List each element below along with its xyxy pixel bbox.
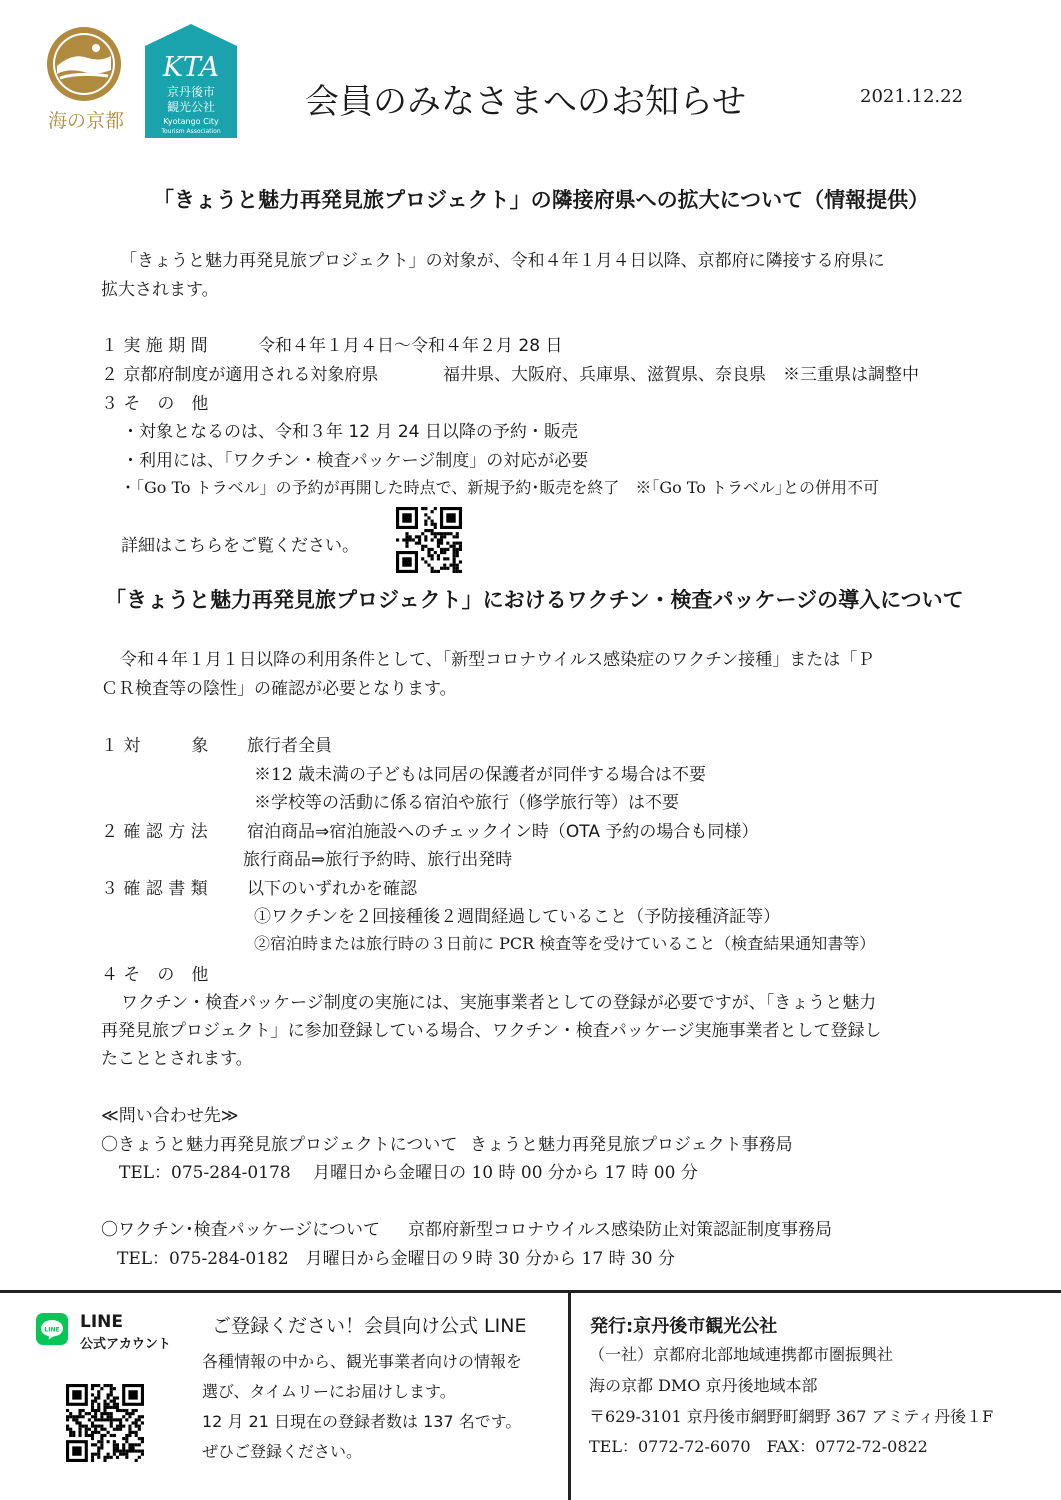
issuer-heading: 発行:京丹後市観光公社 [590, 1316, 778, 1337]
section2-item4-label: ４ そ の 他 [101, 965, 209, 985]
section1-bullet1: ・対象となるのは、令和３年 12 月 24 日以降の予約・販売 [122, 422, 578, 442]
section2-item4-line2: 再発見旅プロジェクト」に参加登録している場合、ワクチン・検査パッケージ実施事業者として登録し [101, 1021, 882, 1041]
section1-bullet2: ・利用には、「ワクチン・検査パッケージ制度」の対応が必要 [122, 451, 589, 471]
section2-item3-label: ３ 確 認 書 類 [101, 879, 208, 899]
section1-item3-label: ３ そ の 他 [101, 394, 209, 414]
section2-item2-value2: 旅行商品⇒旅行予約時、旅行出発時 [243, 850, 513, 870]
logo-kta-letters: KTA [162, 52, 220, 83]
line-text-1: 各種情報の中から、観光事業者向けの情報を [202, 1352, 523, 1371]
section2-item3-option2: ②宿泊時または旅行時の３日前に PCR 検査等を受けていること（検査結果通知書等） [254, 934, 876, 953]
section2-item4-line1: ワクチン・検査パッケージ制度の実施には、実施事業者としての登録が必要ですが、「きょうと魅力 [121, 993, 877, 1013]
section1-bullet3: ・「Go To トラベル」の予約が再開した時点で、新規予約･販売を終了 ※｢Go To トラベル｣との併用不可 [120, 478, 879, 497]
contact2-office: 京都府新型コロナウイルス感染防止対策認証制度事務局 [408, 1220, 832, 1240]
issuer-line-3: 〒629-3101 京丹後市網野町網野 367 アミティ丹後１F [589, 1407, 994, 1426]
contact1-tel: TEL：075-284-0178 月曜日から金曜日の 10 時 00 分から 17 時 00 分 [119, 1163, 698, 1183]
issuer-line-4: TEL：0772-72-6070 FAX：0772-72-0822 [589, 1437, 928, 1456]
section1-intro-line1: 「きょうと魅力再発見旅プロジェクト」の対象が、令和４年１月４日以降、京都府に隣接する府県に [120, 251, 885, 271]
section1-item1-label: １ 実 施 期 間 [101, 336, 208, 356]
issuer-line-2: 海の京都 DMO 京丹後地域本部 [589, 1376, 818, 1395]
section2-intro-line1: 令和４年１月１日以降の利用条件として、「新型コロナウイルス感染症のワクチン接種」または「Ｐ [120, 650, 875, 670]
contact1-office: きょうと魅力再発見旅プロジェクト事務局 [470, 1135, 793, 1155]
issuer-line-1: （一社）京都府北部地域連携都市圏振興社 [589, 1345, 894, 1364]
section2-heading: 「きょうと魅力再発見旅プロジェクト」におけるワクチン・検査パッケージの導入について [105, 588, 964, 612]
contact2-title: 〇ワクチン･検査パッケージについて [101, 1220, 380, 1240]
section1-heading: 「きょうと魅力再発見旅プロジェクト」の隣接府県への拡大について（情報提供） [153, 188, 930, 212]
line-text-2: 選び、タイムリーにお届けします。 [202, 1382, 456, 1401]
issue-date: 2021.12.22 [860, 86, 964, 107]
footer-rule [0, 1290, 1061, 1293]
section2-item3-option1: ①ワクチンを２回接種後２週間経過していること（予防接種済証等） [254, 907, 781, 927]
section1-item1-value: 令和４年１月４日～令和４年２月 28 日 [258, 336, 563, 356]
contact1-title: 〇きょうと魅力再発見旅プロジェクトについて [101, 1135, 458, 1155]
umi-no-kyoto-logo [38, 22, 134, 134]
logo-kta-en1: Kyotango City [163, 117, 219, 126]
section2-item2-value1: 宿泊商品⇒宿泊施設へのチェックイン時（OTA 予約の場合も同様） [247, 822, 759, 842]
contact2-tel: TEL：075-284-0182 月曜日から金曜日の９時 30 分から 17 時 30 分 [117, 1249, 676, 1269]
qr-code-line-registration[interactable] [66, 1384, 144, 1462]
logo-kta-name1: 京丹後市 [166, 85, 216, 99]
logo-kta-en2: Tourism Association [161, 128, 221, 135]
line-brand-name: LINE [80, 1312, 123, 1332]
section1-item2-label: ２ 京都府制度が適用される対象府県 [101, 365, 379, 385]
section1-item2-value: 福井県、大阪府、兵庫県、滋賀県、奈良県 ※三重県は調整中 [443, 365, 919, 385]
section2-item3-value: 以下のいずれかを確認 [247, 879, 417, 899]
section2-item1-note1: ※12 歳未満の子どもは同居の保護者が同伴する場合は不要 [254, 765, 707, 785]
line-icon-label: LINE [44, 1326, 60, 1334]
line-app-icon [36, 1313, 68, 1345]
section1-intro-line2: 拡大されます。 [101, 280, 219, 300]
section2-item1-label: １ 対 象 [101, 736, 209, 756]
logo-umi-text: 海の京都 [47, 110, 125, 132]
qr-code-project-details[interactable] [396, 507, 462, 573]
details-link-text: 詳細はこちらをご覧ください。 [121, 536, 359, 556]
section2-item1-note2: ※学校等の活動に係る宿泊や旅行（修学旅行等）は不要 [254, 793, 679, 813]
logo-kta-name2: 観光公社 [166, 100, 216, 114]
section2-item4-line3: たこととされます。 [101, 1049, 253, 1069]
contact-heading: ≪問い合わせ先≫ [101, 1106, 239, 1126]
section2-item1-value: 旅行者全員 [247, 736, 332, 756]
kta-logo [145, 24, 237, 138]
page-title: 会員のみなさまへのお知らせ [305, 82, 746, 122]
line-text-3: 12 月 21 日現在の登録者数は 137 名です。 [202, 1412, 522, 1431]
line-heading: ご登録ください！会員向け公式 LINE [212, 1315, 527, 1337]
line-text-4: ぜひご登録ください。 [202, 1442, 363, 1461]
section2-item2-label: ２ 確 認 方 法 [101, 822, 208, 842]
line-brand-sub: 公式アカウント [80, 1337, 171, 1352]
footer-divider [568, 1292, 571, 1500]
section2-intro-line2: ＣＲ検査等の陰性」の確認が必要となります。 [101, 679, 457, 699]
